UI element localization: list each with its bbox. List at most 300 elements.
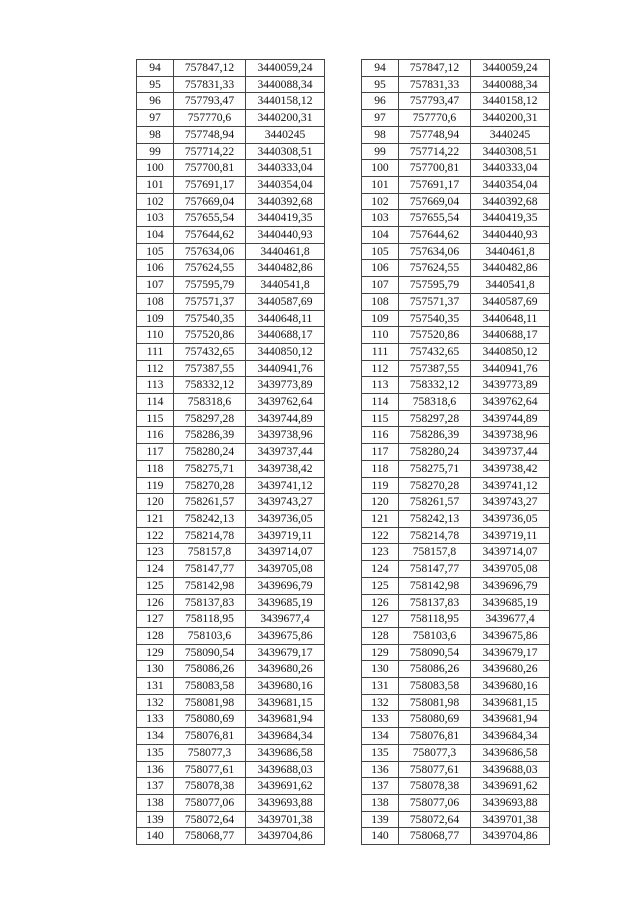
y-coordinate-cell: 3439688,03 — [471, 761, 550, 778]
point-number-cell: 118 — [137, 460, 174, 477]
x-coordinate-cell: 757624,55 — [174, 260, 246, 277]
x-coordinate-cell: 758072,64 — [399, 811, 471, 828]
y-coordinate-cell: 3439686,58 — [471, 744, 550, 761]
y-coordinate-cell: 3439681,94 — [246, 711, 325, 728]
point-number-cell: 108 — [362, 293, 399, 310]
table-row — [362, 711, 550, 728]
x-coordinate-cell: 758147,77 — [399, 561, 471, 578]
point-number-cell: 112 — [137, 360, 174, 377]
table-row — [137, 694, 325, 711]
point-number-cell: 96 — [137, 93, 174, 110]
y-coordinate-cell: 3440941,76 — [471, 360, 550, 377]
x-coordinate-cell: 757669,04 — [174, 193, 246, 210]
point-number-cell: 99 — [362, 143, 399, 160]
y-coordinate-cell: 3439686,58 — [246, 744, 325, 761]
table-row — [137, 744, 325, 761]
x-coordinate-cell: 758261,57 — [399, 494, 471, 511]
y-coordinate-cell: 3440648,11 — [246, 310, 325, 327]
x-coordinate-cell: 757770,6 — [174, 110, 246, 127]
point-number-cell: 114 — [137, 394, 174, 411]
point-number-cell: 105 — [137, 243, 174, 260]
y-coordinate-cell: 3440419,35 — [246, 210, 325, 227]
y-coordinate-cell: 3440059,24 — [246, 60, 325, 77]
point-number-cell: 126 — [137, 594, 174, 611]
y-coordinate-cell: 3439741,12 — [471, 477, 550, 494]
point-number-cell: 102 — [137, 193, 174, 210]
x-coordinate-cell: 757793,47 — [174, 93, 246, 110]
y-coordinate-cell: 3439773,89 — [246, 377, 325, 394]
y-coordinate-cell: 3440333,04 — [471, 160, 550, 177]
x-coordinate-cell: 757644,62 — [174, 227, 246, 244]
x-coordinate-cell: 757432,65 — [399, 343, 471, 360]
x-coordinate-cell: 757595,79 — [174, 277, 246, 294]
x-coordinate-cell: 758270,28 — [399, 477, 471, 494]
x-coordinate-cell: 758137,83 — [174, 594, 246, 611]
x-coordinate-cell: 758261,57 — [174, 494, 246, 511]
coordinate-table-right — [361, 59, 550, 845]
x-coordinate-cell: 757700,81 — [174, 160, 246, 177]
y-coordinate-cell: 3440308,51 — [246, 143, 325, 160]
table-row — [137, 527, 325, 544]
x-coordinate-cell: 758318,6 — [174, 394, 246, 411]
x-coordinate-cell: 758076,81 — [174, 728, 246, 745]
x-coordinate-cell: 758103,6 — [399, 627, 471, 644]
point-number-cell: 129 — [137, 644, 174, 661]
x-coordinate-cell: 757595,79 — [399, 277, 471, 294]
point-number-cell: 100 — [362, 160, 399, 177]
table-row — [137, 93, 325, 110]
table-row — [362, 93, 550, 110]
y-coordinate-cell: 3439737,44 — [246, 444, 325, 461]
table-row — [137, 193, 325, 210]
point-number-cell: 119 — [137, 477, 174, 494]
point-number-cell: 127 — [362, 611, 399, 628]
table-row — [137, 360, 325, 377]
point-number-cell: 124 — [137, 561, 174, 578]
table-row — [137, 594, 325, 611]
x-coordinate-cell: 758297,28 — [174, 410, 246, 427]
table-row — [362, 744, 550, 761]
x-coordinate-cell: 757831,33 — [174, 76, 246, 93]
y-coordinate-cell: 3440440,93 — [246, 227, 325, 244]
x-coordinate-cell: 757540,35 — [174, 310, 246, 327]
y-coordinate-cell: 3439705,08 — [471, 561, 550, 578]
y-coordinate-cell: 3439688,03 — [246, 761, 325, 778]
x-coordinate-cell: 757770,6 — [399, 110, 471, 127]
point-number-cell: 101 — [137, 176, 174, 193]
x-coordinate-cell: 757432,65 — [174, 343, 246, 360]
x-coordinate-cell: 757748,94 — [174, 126, 246, 143]
table-row — [362, 828, 550, 845]
x-coordinate-cell: 758078,38 — [174, 778, 246, 795]
x-coordinate-cell: 758077,61 — [174, 761, 246, 778]
y-coordinate-cell: 3439680,16 — [471, 678, 550, 695]
point-number-cell: 97 — [137, 110, 174, 127]
x-coordinate-cell: 757571,37 — [174, 293, 246, 310]
x-coordinate-cell: 758077,3 — [174, 744, 246, 761]
y-coordinate-cell: 3439679,17 — [471, 644, 550, 661]
y-coordinate-cell: 3439737,44 — [471, 444, 550, 461]
point-number-cell: 128 — [362, 627, 399, 644]
x-coordinate-cell: 758080,69 — [174, 711, 246, 728]
point-number-cell: 132 — [362, 694, 399, 711]
point-number-cell: 140 — [362, 828, 399, 845]
y-coordinate-cell: 3440461,8 — [246, 243, 325, 260]
table-row — [137, 510, 325, 527]
y-coordinate-cell: 3439681,15 — [246, 694, 325, 711]
x-coordinate-cell: 758297,28 — [399, 410, 471, 427]
y-coordinate-cell: 3440648,11 — [471, 310, 550, 327]
point-number-cell: 105 — [362, 243, 399, 260]
table-row — [137, 577, 325, 594]
table-row — [137, 477, 325, 494]
table-row — [362, 160, 550, 177]
x-coordinate-cell: 758214,78 — [174, 527, 246, 544]
table-row — [137, 444, 325, 461]
point-number-cell: 116 — [362, 427, 399, 444]
y-coordinate-cell: 3440482,86 — [246, 260, 325, 277]
x-coordinate-cell: 757520,86 — [399, 327, 471, 344]
x-coordinate-cell: 757831,33 — [399, 76, 471, 93]
x-coordinate-cell: 757669,04 — [399, 193, 471, 210]
point-number-cell: 135 — [137, 744, 174, 761]
table-row — [362, 460, 550, 477]
point-number-cell: 124 — [362, 561, 399, 578]
x-coordinate-cell: 757691,17 — [399, 176, 471, 193]
table-row — [362, 310, 550, 327]
y-coordinate-cell: 3439680,26 — [246, 661, 325, 678]
x-coordinate-cell: 758280,24 — [399, 444, 471, 461]
y-coordinate-cell: 3439714,07 — [471, 544, 550, 561]
point-number-cell: 122 — [362, 527, 399, 544]
point-number-cell: 99 — [137, 143, 174, 160]
table-row — [362, 661, 550, 678]
x-coordinate-cell: 757655,54 — [399, 210, 471, 227]
x-coordinate-cell: 757644,62 — [399, 227, 471, 244]
x-coordinate-cell: 758068,77 — [174, 828, 246, 845]
point-number-cell: 121 — [137, 510, 174, 527]
y-coordinate-cell: 3439693,88 — [471, 794, 550, 811]
point-number-cell: 131 — [137, 678, 174, 695]
x-coordinate-cell: 757691,17 — [174, 176, 246, 193]
table-row — [362, 694, 550, 711]
y-coordinate-cell: 3439743,27 — [246, 494, 325, 511]
point-number-cell: 136 — [362, 761, 399, 778]
table-row — [362, 494, 550, 511]
x-coordinate-cell: 758286,39 — [399, 427, 471, 444]
point-number-cell: 98 — [137, 126, 174, 143]
table-row — [137, 227, 325, 244]
x-coordinate-cell: 758086,26 — [399, 661, 471, 678]
x-coordinate-cell: 757387,55 — [174, 360, 246, 377]
point-number-cell: 130 — [137, 661, 174, 678]
point-number-cell: 102 — [362, 193, 399, 210]
point-number-cell: 113 — [362, 377, 399, 394]
table-row — [137, 427, 325, 444]
point-number-cell: 113 — [137, 377, 174, 394]
y-coordinate-cell: 3440850,12 — [471, 343, 550, 360]
table-row — [362, 678, 550, 695]
y-coordinate-cell: 3440354,04 — [246, 176, 325, 193]
x-coordinate-cell: 757624,55 — [399, 260, 471, 277]
y-coordinate-cell: 3439685,19 — [246, 594, 325, 611]
point-number-cell: 104 — [362, 227, 399, 244]
y-coordinate-cell: 3439738,42 — [471, 460, 550, 477]
table-row — [362, 243, 550, 260]
x-coordinate-cell: 757748,94 — [399, 126, 471, 143]
point-number-cell: 130 — [362, 661, 399, 678]
y-coordinate-cell: 3439696,79 — [471, 577, 550, 594]
point-number-cell: 128 — [137, 627, 174, 644]
y-coordinate-cell: 3439681,15 — [471, 694, 550, 711]
point-number-cell: 132 — [137, 694, 174, 711]
y-coordinate-cell: 3439675,86 — [246, 627, 325, 644]
table-row — [137, 126, 325, 143]
y-coordinate-cell: 3439680,16 — [246, 678, 325, 695]
x-coordinate-cell: 758242,13 — [174, 510, 246, 527]
y-coordinate-cell: 3439696,79 — [246, 577, 325, 594]
point-number-cell: 107 — [362, 277, 399, 294]
point-number-cell: 117 — [362, 444, 399, 461]
y-coordinate-cell: 3439762,64 — [471, 394, 550, 411]
point-number-cell: 118 — [362, 460, 399, 477]
table-row — [137, 76, 325, 93]
y-coordinate-cell: 3440461,8 — [471, 243, 550, 260]
point-number-cell: 111 — [362, 343, 399, 360]
point-number-cell: 117 — [137, 444, 174, 461]
x-coordinate-cell: 757571,37 — [399, 293, 471, 310]
x-coordinate-cell: 757540,35 — [399, 310, 471, 327]
y-coordinate-cell: 3439681,94 — [471, 711, 550, 728]
x-coordinate-cell: 758090,54 — [174, 644, 246, 661]
y-coordinate-cell: 3439743,27 — [471, 494, 550, 511]
x-coordinate-cell: 758275,71 — [174, 460, 246, 477]
x-coordinate-cell: 758332,12 — [174, 377, 246, 394]
y-coordinate-cell: 3439744,89 — [246, 410, 325, 427]
table-row — [362, 377, 550, 394]
point-number-cell: 110 — [362, 327, 399, 344]
y-coordinate-cell: 3440200,31 — [471, 110, 550, 127]
point-number-cell: 109 — [362, 310, 399, 327]
x-coordinate-cell: 757700,81 — [399, 160, 471, 177]
table-row — [137, 494, 325, 511]
y-coordinate-cell: 3440158,12 — [246, 93, 325, 110]
y-coordinate-cell: 3439677,4 — [471, 611, 550, 628]
y-coordinate-cell: 3439773,89 — [471, 377, 550, 394]
y-coordinate-cell: 3440333,04 — [246, 160, 325, 177]
x-coordinate-cell: 758318,6 — [399, 394, 471, 411]
point-number-cell: 138 — [362, 794, 399, 811]
x-coordinate-cell: 758072,64 — [174, 811, 246, 828]
point-number-cell: 106 — [137, 260, 174, 277]
point-number-cell: 139 — [137, 811, 174, 828]
point-number-cell: 139 — [362, 811, 399, 828]
point-number-cell: 95 — [362, 76, 399, 93]
y-coordinate-cell: 3440850,12 — [246, 343, 325, 360]
table-row — [362, 728, 550, 745]
table-row — [137, 460, 325, 477]
table-row — [362, 811, 550, 828]
y-coordinate-cell: 3439738,96 — [246, 427, 325, 444]
y-coordinate-cell: 3440482,86 — [471, 260, 550, 277]
y-coordinate-cell: 3439719,11 — [471, 527, 550, 544]
table-row — [362, 126, 550, 143]
table-row — [137, 110, 325, 127]
y-coordinate-cell: 3439741,12 — [246, 477, 325, 494]
point-number-cell: 137 — [362, 778, 399, 795]
y-coordinate-cell: 3439680,26 — [471, 661, 550, 678]
table-row — [137, 143, 325, 160]
point-number-cell: 125 — [362, 577, 399, 594]
y-coordinate-cell: 3439691,62 — [471, 778, 550, 795]
table-row — [362, 60, 550, 77]
x-coordinate-cell: 758076,81 — [399, 728, 471, 745]
y-coordinate-cell: 3439704,86 — [471, 828, 550, 845]
point-number-cell: 135 — [362, 744, 399, 761]
y-coordinate-cell: 3440419,35 — [471, 210, 550, 227]
y-coordinate-cell: 3439714,07 — [246, 544, 325, 561]
y-coordinate-cell: 3440587,69 — [246, 293, 325, 310]
table-row — [137, 210, 325, 227]
x-coordinate-cell: 757634,06 — [174, 243, 246, 260]
y-coordinate-cell: 3439736,05 — [471, 510, 550, 527]
y-coordinate-cell: 3440541,8 — [471, 277, 550, 294]
point-number-cell: 119 — [362, 477, 399, 494]
point-number-cell: 114 — [362, 394, 399, 411]
x-coordinate-cell: 758083,58 — [399, 678, 471, 695]
point-number-cell: 123 — [362, 544, 399, 561]
table-row — [362, 210, 550, 227]
table-row — [362, 527, 550, 544]
table-row — [137, 377, 325, 394]
table-row — [137, 778, 325, 795]
table-row — [137, 678, 325, 695]
table-row — [137, 327, 325, 344]
x-coordinate-cell: 758270,28 — [174, 477, 246, 494]
point-number-cell: 131 — [362, 678, 399, 695]
table-row — [362, 778, 550, 795]
table-row — [137, 728, 325, 745]
x-coordinate-cell: 758142,98 — [174, 577, 246, 594]
coordinate-table-left — [136, 59, 325, 845]
point-number-cell: 112 — [362, 360, 399, 377]
x-coordinate-cell: 758118,95 — [174, 611, 246, 628]
table-row — [137, 343, 325, 360]
point-number-cell: 94 — [137, 60, 174, 77]
x-coordinate-cell: 757714,22 — [399, 143, 471, 160]
table-row — [137, 711, 325, 728]
table-row — [137, 394, 325, 411]
point-number-cell: 122 — [137, 527, 174, 544]
x-coordinate-cell: 757714,22 — [174, 143, 246, 160]
point-number-cell: 104 — [137, 227, 174, 244]
point-number-cell: 96 — [362, 93, 399, 110]
table-row — [362, 510, 550, 527]
x-coordinate-cell: 758280,24 — [174, 444, 246, 461]
point-number-cell: 134 — [362, 728, 399, 745]
y-coordinate-cell: 3439675,86 — [471, 627, 550, 644]
y-coordinate-cell: 3439704,86 — [246, 828, 325, 845]
table-row — [362, 193, 550, 210]
x-coordinate-cell: 758080,69 — [399, 711, 471, 728]
point-number-cell: 133 — [137, 711, 174, 728]
point-number-cell: 115 — [362, 410, 399, 427]
point-number-cell: 100 — [137, 160, 174, 177]
y-coordinate-cell: 3439679,17 — [246, 644, 325, 661]
table-row — [362, 143, 550, 160]
y-coordinate-cell: 3440587,69 — [471, 293, 550, 310]
table-row — [137, 310, 325, 327]
table-row — [137, 661, 325, 678]
table-row — [362, 477, 550, 494]
x-coordinate-cell: 758077,06 — [174, 794, 246, 811]
x-coordinate-cell: 758086,26 — [174, 661, 246, 678]
x-coordinate-cell: 757655,54 — [174, 210, 246, 227]
point-number-cell: 103 — [362, 210, 399, 227]
table-row — [362, 394, 550, 411]
x-coordinate-cell: 758077,06 — [399, 794, 471, 811]
x-coordinate-cell: 758137,83 — [399, 594, 471, 611]
x-coordinate-cell: 757387,55 — [399, 360, 471, 377]
table-row — [362, 644, 550, 661]
point-number-cell: 125 — [137, 577, 174, 594]
table-row — [137, 761, 325, 778]
table-row — [362, 293, 550, 310]
table-row — [137, 260, 325, 277]
table-row — [362, 594, 550, 611]
table-row — [362, 611, 550, 628]
x-coordinate-cell: 758077,3 — [399, 744, 471, 761]
table-row — [137, 410, 325, 427]
point-number-cell: 97 — [362, 110, 399, 127]
y-coordinate-cell: 3440392,68 — [471, 193, 550, 210]
table-row — [137, 544, 325, 561]
x-coordinate-cell: 758090,54 — [399, 644, 471, 661]
x-coordinate-cell: 758242,13 — [399, 510, 471, 527]
x-coordinate-cell: 758077,61 — [399, 761, 471, 778]
x-coordinate-cell: 758118,95 — [399, 611, 471, 628]
point-number-cell: 110 — [137, 327, 174, 344]
y-coordinate-cell: 3440941,76 — [246, 360, 325, 377]
point-number-cell: 121 — [362, 510, 399, 527]
table-row — [137, 794, 325, 811]
y-coordinate-cell: 3440354,04 — [471, 176, 550, 193]
table-row — [362, 176, 550, 193]
point-number-cell: 136 — [137, 761, 174, 778]
y-coordinate-cell: 3440088,34 — [246, 76, 325, 93]
point-number-cell: 108 — [137, 293, 174, 310]
table-row — [362, 343, 550, 360]
y-coordinate-cell: 3440200,31 — [246, 110, 325, 127]
point-number-cell: 101 — [362, 176, 399, 193]
table-row — [137, 277, 325, 294]
x-coordinate-cell: 758081,98 — [174, 694, 246, 711]
point-number-cell: 134 — [137, 728, 174, 745]
y-coordinate-cell: 3439684,34 — [471, 728, 550, 745]
y-coordinate-cell: 3440245 — [246, 126, 325, 143]
table-row — [137, 828, 325, 845]
table-row — [137, 176, 325, 193]
x-coordinate-cell: 757634,06 — [399, 243, 471, 260]
point-number-cell: 106 — [362, 260, 399, 277]
table-row — [362, 277, 550, 294]
point-number-cell: 111 — [137, 343, 174, 360]
y-coordinate-cell: 3439744,89 — [471, 410, 550, 427]
point-number-cell: 120 — [137, 494, 174, 511]
x-coordinate-cell: 758157,8 — [174, 544, 246, 561]
point-number-cell: 123 — [137, 544, 174, 561]
table-row — [362, 76, 550, 93]
